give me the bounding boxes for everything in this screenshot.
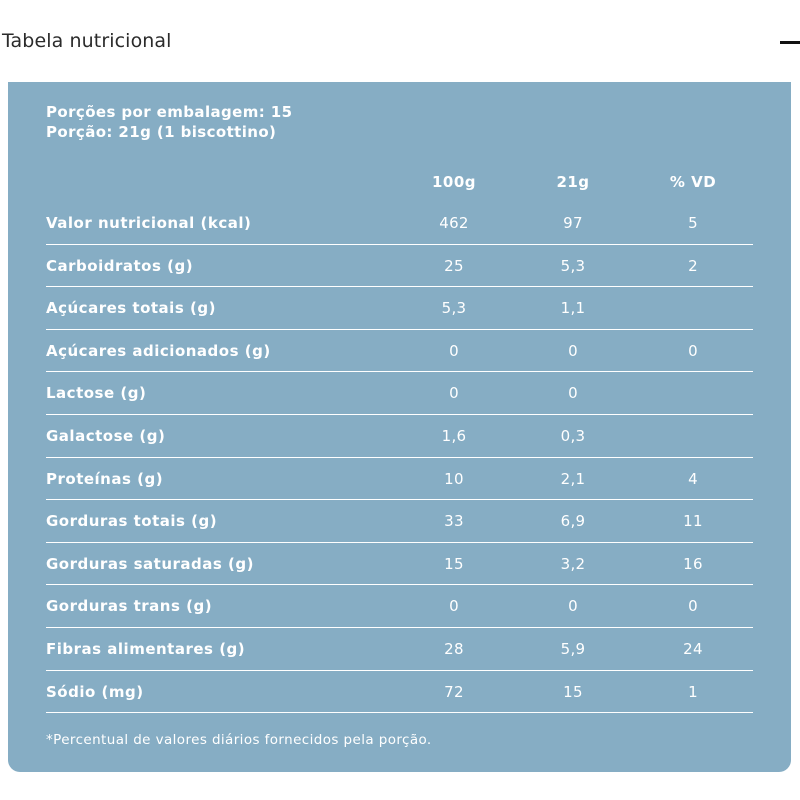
nutrition-panel — [8, 82, 791, 772]
table-row — [46, 287, 753, 330]
value-portion: 0,3 — [560, 426, 586, 445]
nutrition-table — [46, 202, 753, 713]
nutrient-name: Açúcares adicionados (g) — [46, 341, 271, 360]
value-vd: 0 — [688, 597, 698, 616]
nutrient-name: Carboidratos (g) — [46, 256, 194, 275]
footnote: *Percentual de valores diários fornecidos pela porção. — [46, 732, 432, 748]
value-100g: 72 — [444, 682, 464, 701]
table-row — [46, 543, 753, 586]
table-row — [46, 245, 753, 288]
value-portion: 3,2 — [560, 554, 586, 573]
serving-info — [46, 102, 292, 142]
column-header-vd: % VD — [669, 173, 717, 191]
value-vd: 24 — [683, 639, 703, 658]
column-header-portion: 21g — [556, 173, 590, 191]
column-header-100g: 100g — [431, 173, 477, 191]
table-row — [46, 372, 753, 415]
value-portion: 5,3 — [560, 256, 586, 275]
nutrient-name: Galactose (g) — [46, 426, 166, 445]
value-100g: 5,3 — [441, 299, 467, 318]
portions-per-package: Porções por embalagem: 15 — [46, 103, 293, 121]
value-portion: 97 — [563, 214, 583, 232]
minus-icon[interactable] — [780, 41, 800, 44]
value-portion: 0 — [568, 597, 578, 616]
value-portion: 0 — [568, 384, 578, 403]
nutrient-name: Proteínas (g) — [46, 469, 164, 488]
value-vd: 11 — [683, 512, 703, 531]
value-100g: 33 — [444, 512, 464, 531]
table-row — [46, 628, 753, 671]
value-vd: 2 — [688, 256, 698, 275]
value-vd: 0 — [688, 341, 698, 360]
nutrient-name: Açúcares totais (g) — [46, 299, 216, 318]
value-portion: 15 — [563, 682, 583, 701]
nutrient-name: Gorduras saturadas (g) — [46, 554, 254, 573]
table-row — [46, 330, 753, 373]
table-row — [46, 671, 753, 714]
nutrient-name: Gorduras trans (g) — [46, 597, 213, 616]
table-row — [46, 415, 753, 458]
value-vd: 5 — [688, 214, 698, 232]
value-100g: 10 — [444, 469, 464, 488]
value-portion: 2,1 — [560, 469, 586, 488]
value-portion: 0 — [568, 341, 578, 360]
value-100g: 28 — [444, 639, 464, 658]
accordion-title: Tabela nutricional — [2, 30, 172, 52]
nutrient-name: Valor nutricional (kcal) — [46, 214, 252, 232]
table-row — [46, 458, 753, 501]
table-row — [46, 500, 753, 543]
value-100g: 462 — [439, 214, 469, 232]
portion-size: Porção: 21g (1 biscottino) — [46, 123, 277, 141]
value-vd: 1 — [688, 682, 698, 701]
value-100g: 1,6 — [441, 426, 467, 445]
value-100g: 0 — [449, 384, 459, 403]
value-portion: 1,1 — [560, 299, 586, 318]
value-100g: 0 — [449, 341, 459, 360]
table-row — [46, 202, 753, 245]
nutrient-name: Fibras alimentares (g) — [46, 639, 246, 658]
value-portion: 6,9 — [560, 512, 586, 531]
value-100g: 15 — [444, 554, 464, 573]
nutrient-name: Lactose (g) — [46, 384, 147, 403]
value-100g: 25 — [444, 256, 464, 275]
value-vd: 16 — [683, 554, 703, 573]
nutrient-name: Gorduras totais (g) — [46, 512, 218, 531]
nutrient-name: Sódio (mg) — [46, 682, 144, 701]
table-row — [46, 585, 753, 628]
accordion-header[interactable] — [0, 0, 800, 82]
value-100g: 0 — [449, 597, 459, 616]
value-vd: 4 — [688, 469, 698, 488]
value-portion: 5,9 — [560, 639, 586, 658]
